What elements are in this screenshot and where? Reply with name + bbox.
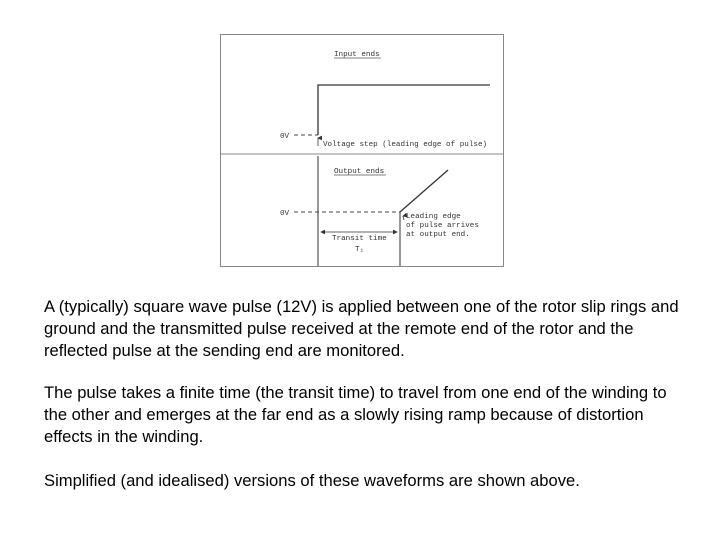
output-ramp-waveform [400, 170, 448, 212]
output-caption-line-3: at output end. [406, 231, 470, 239]
output-caption-line-2: of pulse arrives [406, 222, 479, 230]
transit-time-label: Transit time [332, 235, 387, 243]
waveform-svg [220, 34, 504, 268]
waveform-diagram [220, 34, 504, 268]
paragraph-transit-explanation: The pulse takes a finite time (the transit time) to travel from one end of the winding to the other and emerges at the far end as a slowly rising ramp because of distortion effects in the winding. [44, 383, 667, 446]
transit-time-symbol: T₁ [355, 246, 365, 254]
output-caption-arrow [403, 216, 404, 220]
paragraph-description: A (typically) square wave pulse (12V) is applied between one of the rotor slip rings and ground and the transmitted pulse received at the remote end of the rotor and the reflected pulse at the sending end are monitored. [44, 297, 679, 360]
paragraph-summary: Simplified (and idealised) versions of these waveforms are shown above. [44, 471, 580, 490]
output-title: Output ends [334, 168, 385, 176]
input-zero-label: 0V [280, 133, 290, 141]
output-zero-label: 0V [280, 210, 290, 218]
input-caption: Voltage step (leading edge of pulse) [323, 141, 488, 149]
input-step-waveform [318, 85, 490, 135]
output-caption-line-1: Leading edge [406, 213, 461, 221]
input-title: Input ends [334, 51, 380, 59]
